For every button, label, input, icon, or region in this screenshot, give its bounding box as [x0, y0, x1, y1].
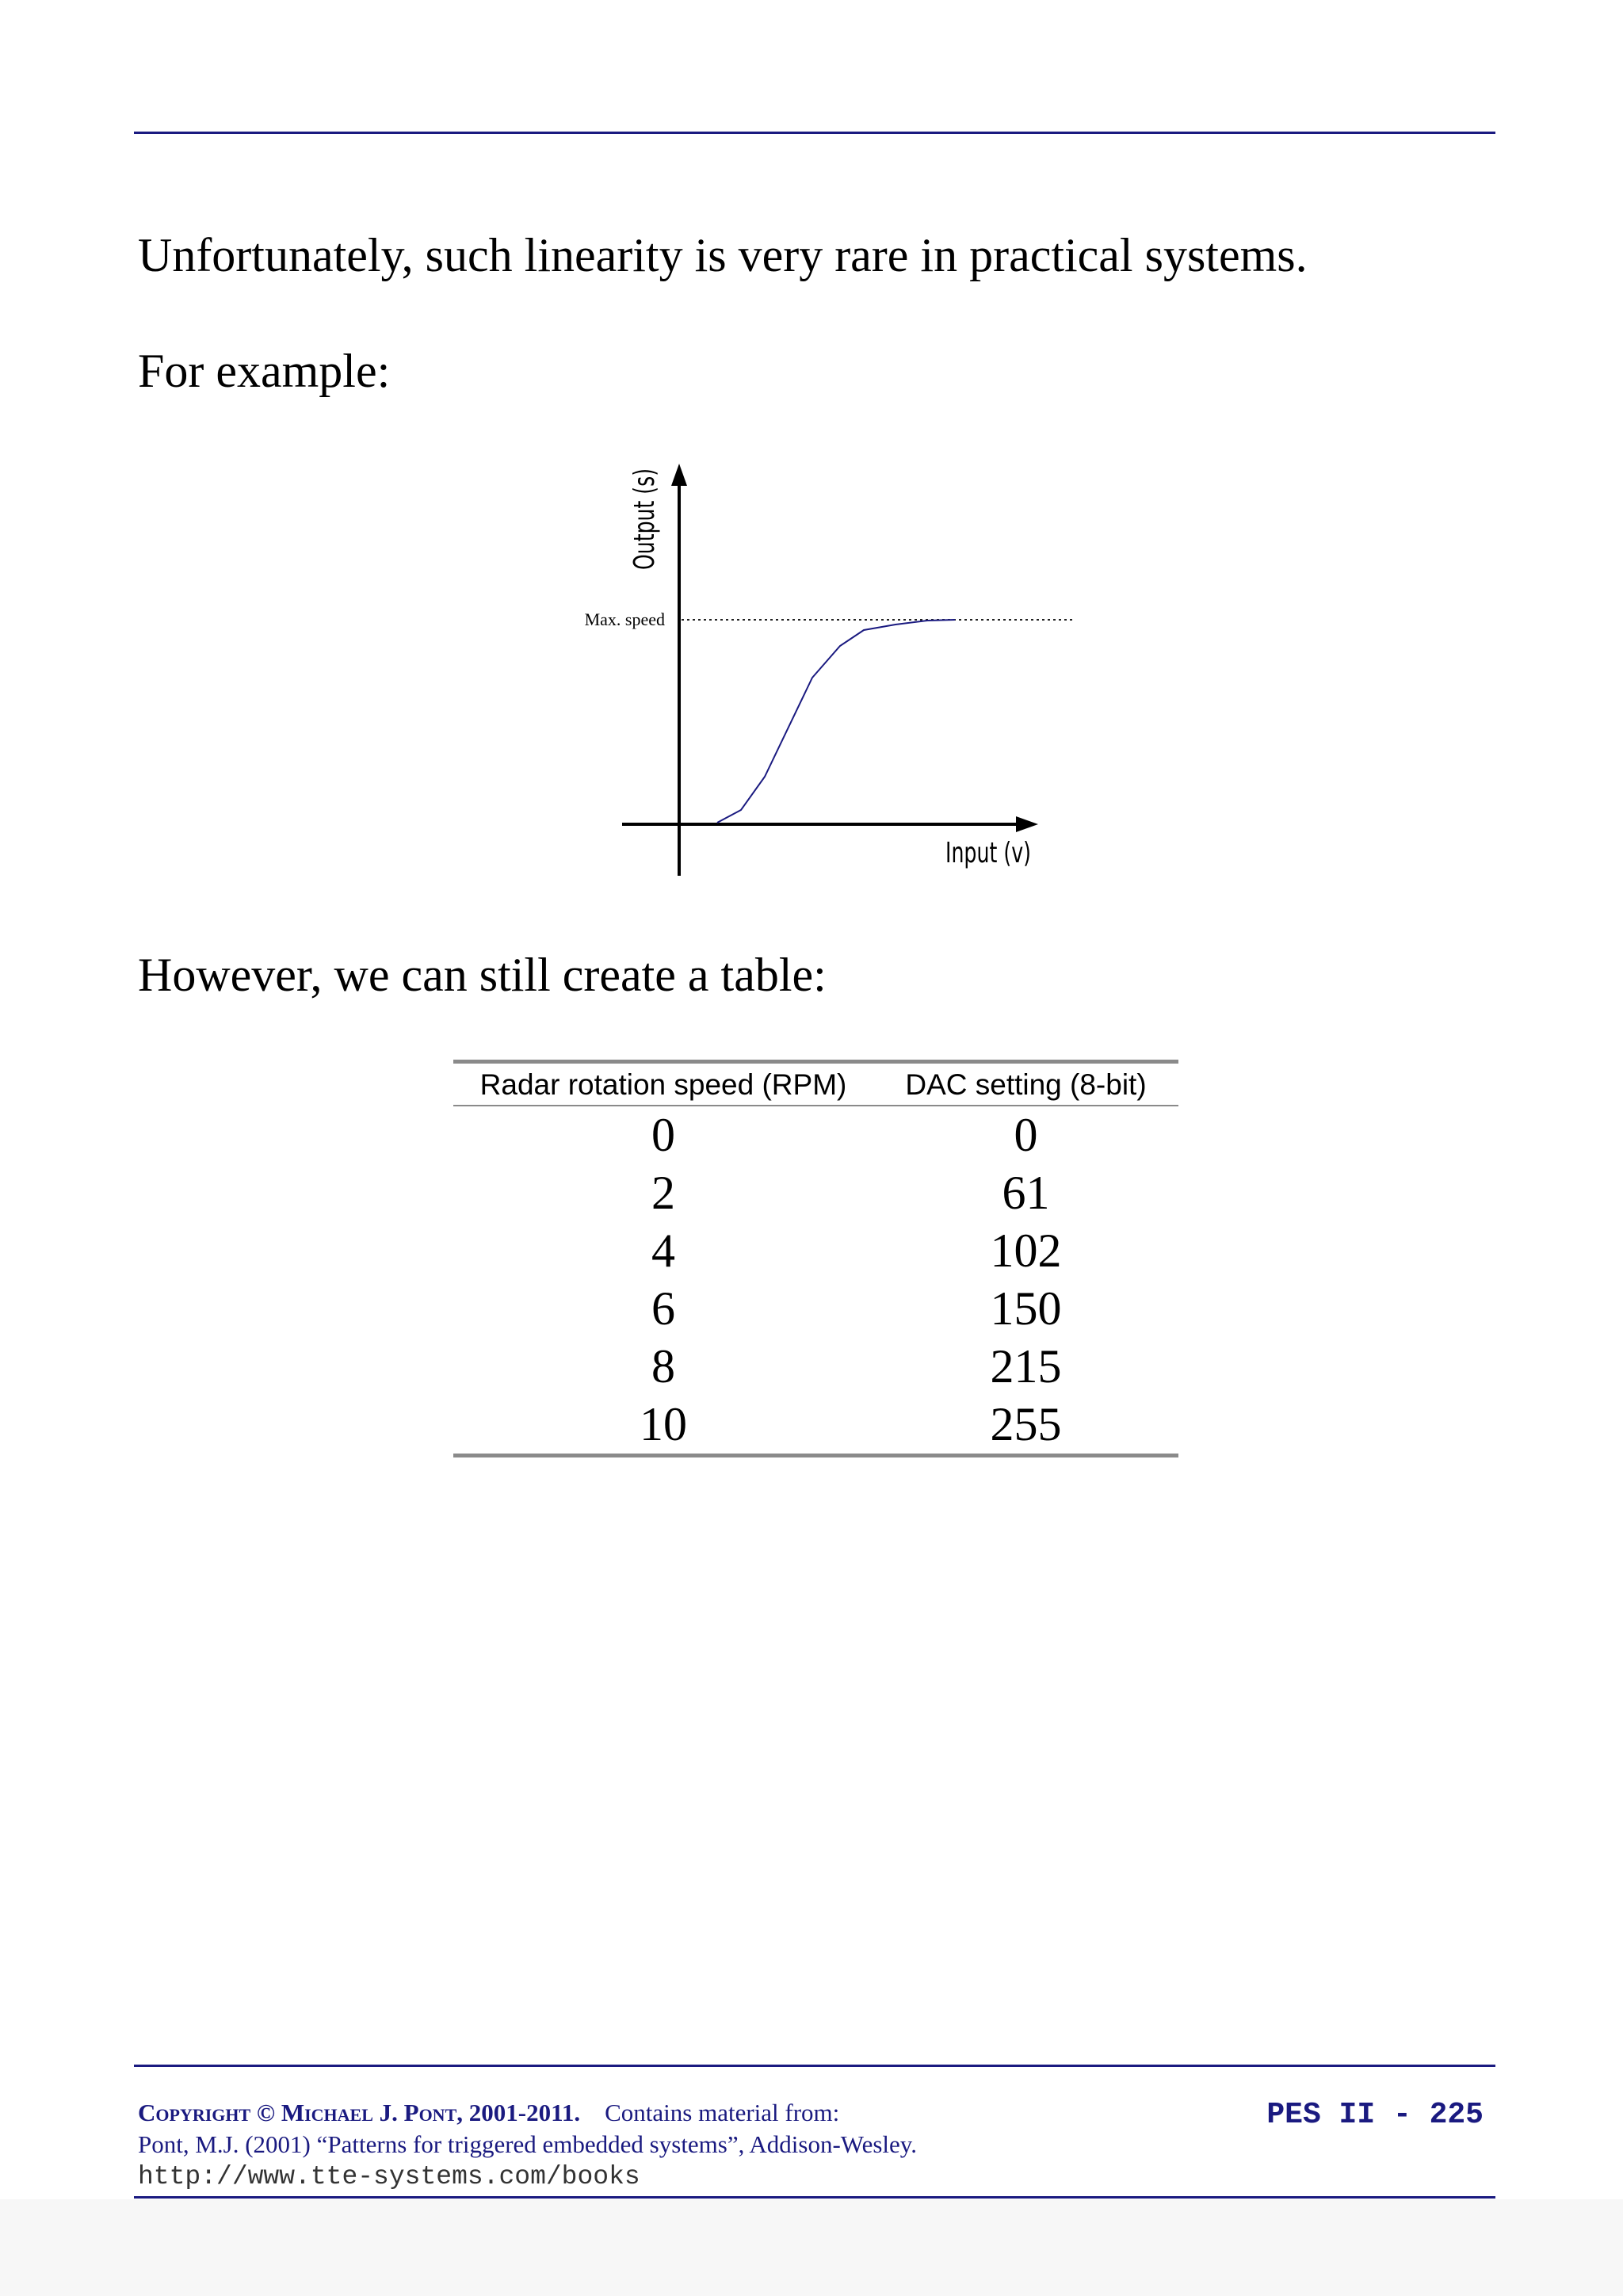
- cell-rpm: 2: [651, 1167, 675, 1219]
- table-row: [453, 1396, 1178, 1456]
- cell-dac: 61: [1002, 1167, 1050, 1219]
- cell-rpm: 6: [651, 1282, 675, 1335]
- cell-rpm: 0: [651, 1109, 675, 1161]
- table-row: [453, 1338, 1178, 1396]
- footer-bottom-rule: [134, 2196, 1495, 2199]
- lookup-table: [453, 1060, 1178, 1457]
- cell-dac: 255: [873, 1396, 1178, 1456]
- y-axis-arrowhead: [671, 464, 687, 486]
- cell-dac: 102: [990, 1224, 1062, 1277]
- footer-copyright-line: [138, 2100, 839, 2125]
- footer-top-rule: [134, 2065, 1495, 2067]
- cell-rpm: 4: [651, 1224, 675, 1277]
- footer-citation: Pont, M.J. (2001) “Patterns for triggered embedded systems”, Addison-Wesley.: [138, 2130, 918, 2158]
- footer-contains: Contains material from:: [605, 2099, 840, 2126]
- page-bottom-margin: [0, 2199, 1623, 2296]
- body-paragraph-3: However, we can still create a table:: [138, 949, 827, 1001]
- table-header-row: [453, 1062, 1178, 1106]
- response-curve: [717, 620, 955, 823]
- footer-url-link[interactable]: http://www.tte-systems.com/books: [138, 2162, 640, 2191]
- column-header-dac: DAC setting (8-bit): [873, 1062, 1178, 1106]
- cell-rpm: 8: [651, 1340, 675, 1392]
- x-axis-arrowhead: [1016, 816, 1038, 832]
- table-row: [453, 1280, 1178, 1338]
- max-speed-label: Max. speed: [584, 609, 665, 629]
- table-row: [453, 1222, 1178, 1280]
- body-paragraph-1: Unfortunately, such linearity is very rare in practical systems.: [138, 229, 1308, 281]
- page-number: PES II - 225: [1266, 2098, 1484, 2132]
- x-axis-label: Input (v): [945, 837, 1031, 869]
- cell-dac: 150: [990, 1282, 1062, 1335]
- y-axis-label: Output (s): [628, 424, 661, 570]
- top-rule: [134, 132, 1495, 134]
- footer-copyright: Copyright © Michael J. Pont, 2001-2011.: [138, 2099, 581, 2126]
- table-row: [453, 1164, 1178, 1222]
- cell-dac: 0: [1014, 1109, 1038, 1161]
- body-paragraph-2: For example:: [138, 345, 391, 397]
- cell-dac: 215: [990, 1340, 1062, 1392]
- table-row: [453, 1106, 1178, 1164]
- response-curve-figure: [555, 424, 1094, 888]
- column-header-rpm: Radar rotation speed (RPM): [453, 1062, 873, 1106]
- cell-rpm: 10: [453, 1396, 873, 1456]
